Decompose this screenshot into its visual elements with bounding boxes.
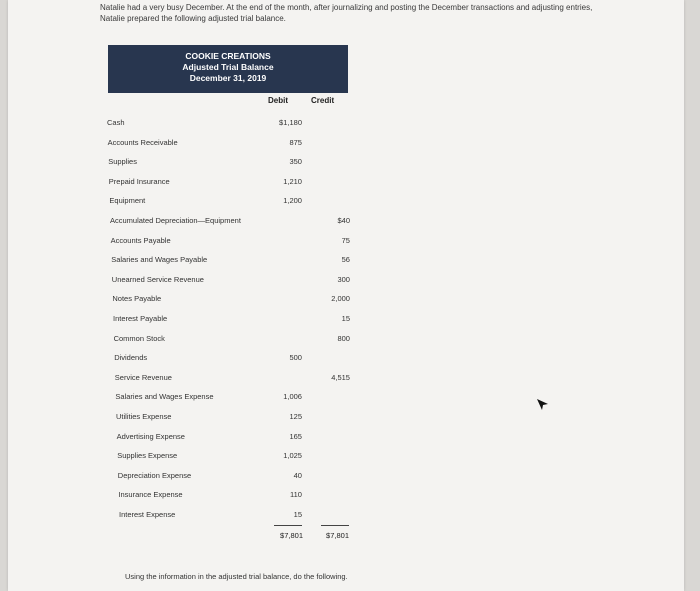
account-name: Accounts Receivable <box>107 138 178 147</box>
account-name: Advertising Expense <box>116 432 185 441</box>
debit-total-rule <box>274 525 302 526</box>
credit-amount: 4,515 <box>331 373 350 382</box>
statement-date: December 31, 2019 <box>189 73 267 83</box>
table-row <box>118 490 378 504</box>
table-row <box>113 314 373 328</box>
account-name: Accounts Payable <box>110 236 171 245</box>
debit-total: $7,801 <box>280 531 303 540</box>
table-row <box>115 392 375 406</box>
account-name: Salaries and Wages Expense <box>115 392 214 401</box>
table-row <box>117 432 377 446</box>
table-row <box>118 471 378 485</box>
account-name: Common Stock <box>113 334 165 343</box>
account-name: Utilities Expense <box>116 412 172 421</box>
debit-amount: $1,180 <box>279 118 302 127</box>
company-name: COOKIE CREATIONS <box>185 51 271 61</box>
table-row <box>111 255 371 269</box>
credit-amount: 56 <box>341 255 350 264</box>
footer-instruction: Using the information in the adjusted trial balance, do the following. <box>125 572 348 581</box>
credit-column-header: Credit <box>311 96 335 105</box>
debit-amount: 1,210 <box>283 177 302 186</box>
debit-column-header: Debit <box>268 96 288 105</box>
account-name: Service Revenue <box>114 373 172 382</box>
credit-amount: 300 <box>337 275 350 284</box>
credit-total-rule <box>321 525 349 526</box>
account-name: Salaries and Wages Payable <box>111 255 208 264</box>
account-name: Dividends <box>114 353 148 362</box>
credit-total: $7,801 <box>326 531 349 540</box>
table-row <box>109 177 369 191</box>
account-name: Cash <box>107 118 125 127</box>
account-name: Accumulated Depreciation—Equipment <box>110 216 241 225</box>
debit-amount: 1,200 <box>283 196 302 205</box>
account-name: Notes Payable <box>112 294 162 303</box>
debit-amount: 1,025 <box>283 451 302 460</box>
account-name: Depreciation Expense <box>117 471 192 480</box>
statement-title: Adjusted Trial Balance <box>182 62 274 72</box>
table-row <box>111 236 371 250</box>
debit-amount: 1,006 <box>283 392 302 401</box>
table-row <box>119 510 379 524</box>
credit-amount: 2,000 <box>331 294 350 303</box>
table-row <box>112 294 372 308</box>
account-name: Interest Payable <box>113 314 168 323</box>
table-row <box>108 157 368 171</box>
debit-amount: 110 <box>290 490 302 499</box>
table-row <box>114 353 374 367</box>
credit-amount: $40 <box>337 216 350 225</box>
credit-amount: 800 <box>337 334 350 343</box>
document-page <box>8 0 684 591</box>
debit-amount: 165 <box>289 432 302 441</box>
table-row <box>115 373 375 387</box>
debit-amount: 875 <box>289 138 302 147</box>
table-row <box>112 275 372 289</box>
account-name: Unearned Service Revenue <box>111 275 204 284</box>
table-row <box>110 216 370 230</box>
trial-balance-header <box>108 45 348 93</box>
account-name: Interest Expense <box>119 510 176 519</box>
table-row <box>114 334 374 348</box>
account-name: Supplies <box>108 157 137 166</box>
account-name: Insurance Expense <box>118 490 183 499</box>
debit-amount: 15 <box>293 510 302 519</box>
table-row <box>107 118 367 132</box>
pointer-cursor-icon <box>536 398 550 412</box>
table-row <box>116 412 376 426</box>
debit-amount: 350 <box>289 157 302 166</box>
credit-amount: 75 <box>341 236 350 245</box>
table-row <box>109 196 369 210</box>
intro-text: Natalie had a very busy December. At the end of the month, after journalizing and posting the December transactions and adjusting entries, Natalie prepared the following adjusted trial balance. <box>100 3 593 23</box>
debit-amount: 125 <box>289 412 302 421</box>
debit-amount: 40 <box>293 471 302 480</box>
table-row <box>117 451 377 465</box>
account-name: Prepaid Insurance <box>108 177 170 186</box>
account-name: Supplies Expense <box>117 451 178 460</box>
debit-amount: 500 <box>289 353 302 362</box>
credit-amount: 15 <box>341 314 350 323</box>
table-row <box>108 138 368 152</box>
account-name: Equipment <box>109 196 146 205</box>
